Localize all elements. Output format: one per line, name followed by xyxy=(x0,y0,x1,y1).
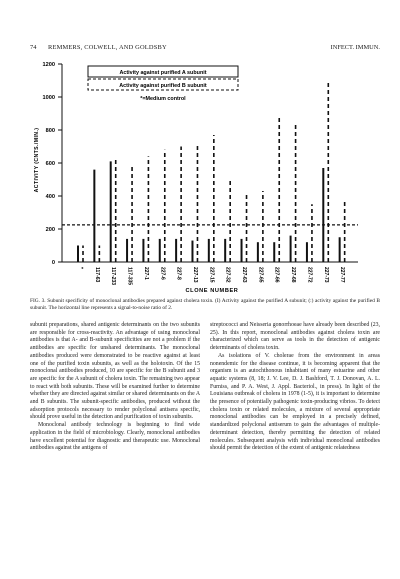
figure-caption: FIG. 3. Subunit specificity of monoclonal antibodies prepared against cholera toxin. (I) Activity against the purified A subunit; (:) activity against the purified B subunit. The horizontal line represents a signal-to-noise ratio of 2. xyxy=(30,298,380,312)
x-tick-label: 117-233 xyxy=(110,267,117,286)
x-tick-label: 227-73 xyxy=(322,267,329,283)
x-tick-label: 227-13 xyxy=(191,267,198,283)
x-tick-label: 227-15 xyxy=(208,267,215,283)
y-tick-label: 600 xyxy=(45,161,55,167)
running-authors: REMMERS, COLWELL, AND GOLDSBY xyxy=(48,44,167,51)
x-tick-label: 117-335 xyxy=(126,267,133,286)
chart-x-labels xyxy=(78,267,346,285)
legend-entry-control: *=Medium control xyxy=(140,96,186,102)
legend-entry-a: Activity against purified A subunit xyxy=(119,70,207,76)
y-tick-label: 800 xyxy=(45,128,55,134)
x-tick-label: 227-72 xyxy=(306,267,313,283)
chart-ticks xyxy=(43,62,62,266)
paragraph: As isolations of V. cholerae from the environment in areas nonendemic for the disease continue, it is becoming apparent that the organism is an autochthonous inhabitant of many estuarine and other aquatic systems (8, 18; J. V. Lee, D. J. Bashford, T. J. Donovan, A. L. Furniss, and P. A. West, J. Appl. Bacteriol., in press). In light of the Louisiana outbreak of cholera in 1978 (1-5), it is important to determine the presence of potentially pathogenic toxin-producing vibrios. To detect cholera toxin or related molecules, a mixture of several appropriate monoclonal antibodies can be employed in a precisely defined, standardized polyclonal antiserum to gain the advantages of multiple-determinant detection, thereby permitting the detection of related molecules. Subsequent analysis with individual monoclonal antibodies should permit the detection of the extent of antigenic relatedness xyxy=(210,352,380,452)
x-tick-label: 227-1 xyxy=(142,267,149,280)
body-column-left xyxy=(30,322,200,453)
body-column-right xyxy=(210,322,380,453)
journal-name: INFECT. IMMUN. xyxy=(330,44,380,51)
y-tick-label: 400 xyxy=(45,194,55,200)
y-tick-label: 1000 xyxy=(42,95,55,101)
y-tick-label: 200 xyxy=(45,227,55,233)
chart-axes xyxy=(62,64,358,262)
x-tick-label: 227-63 xyxy=(241,267,248,283)
paragraph: subunit preparations, shared antigenic determinants on the two subunits are responsible for cross-reactivity. An advantage of using monoclonal antibodies is that A- and B-subunit specificities are not a problem if the antibodies are specific for unshared determinants. The monoclonal antibodies produced were demonstrated to be reactive against at least one of the purified toxin subunits, as well as the holotoxin. Of the 15 monoclonal antibodies produced, 10 are specific for the B subunit and 3 are specific for the A subunit of cholera toxin. The remaining two appear to react with both subunits. These will be examined further to determine whether they are directed against similar or shared determinants on the A and B subunits. The subunit-specific antibodies, produced without the adsorption protocols necessary to render polyclonal antisera specific, should prove useful in the detection and purification of toxin subunits. xyxy=(30,322,200,421)
legend-entry-b: Activity against purified B subunit xyxy=(119,83,207,89)
x-tick-label: 227-65 xyxy=(257,267,264,283)
y-tick-label: 0 xyxy=(51,260,55,266)
x-axis-label: CLONE NUMBER xyxy=(185,288,239,294)
x-tick-label: 227-66 xyxy=(273,267,280,283)
y-axis-label: ACTIVITY (CNTS./MIN.) xyxy=(34,127,40,193)
page-number: 74 xyxy=(30,44,37,51)
y-tick-label: 1200 xyxy=(42,62,55,68)
x-tick-label: * xyxy=(77,267,84,269)
paragraph: Monoclonal antibody technology is beginning to find wide application in the field of microbiology. Clearly, monoclonal antibodies have excellent potential for diagnostic and therapeutic use. Monoclonal antibodies against the antigens of xyxy=(30,422,200,452)
paragraph: streptococci and Neisseria gonorrhoeae have already been described (23, 25). In this report, monoclonal antibodies against cholera toxin are characterized which can serve as tools in the detection of antigenic determinants of cholera toxin. xyxy=(210,322,380,352)
x-tick-label: 227-6 xyxy=(159,267,166,280)
x-tick-label: 227-68 xyxy=(290,267,297,283)
chart-legend xyxy=(88,66,238,102)
x-tick-label: 117-63 xyxy=(93,267,100,283)
x-tick-label: 227-77 xyxy=(339,267,346,283)
x-tick-label: 227-8 xyxy=(175,267,182,280)
x-tick-label: 227-32 xyxy=(224,267,231,283)
chart-bars xyxy=(78,81,345,263)
